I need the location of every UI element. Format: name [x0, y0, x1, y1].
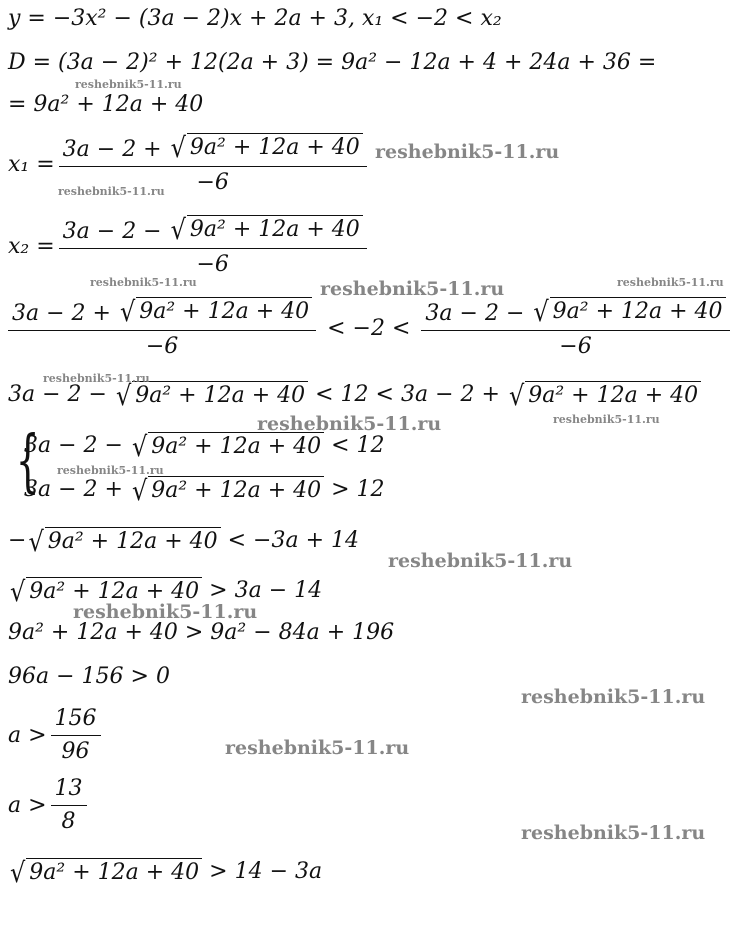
x2-fraction	[59, 215, 367, 278]
result1-fraction	[51, 706, 101, 765]
system-r2-post: > 12	[324, 477, 385, 502]
x1-lhs: x₁ =	[8, 151, 55, 177]
step2-radicand: 9a² + 12a + 40	[26, 577, 202, 605]
result2-denominator: 8	[61, 809, 76, 834]
step-3	[8, 856, 323, 890]
watermark: reshebnik5-11.ru	[90, 276, 197, 289]
multiplied-inequality	[8, 379, 701, 413]
x1-denominator: −6	[196, 170, 229, 195]
step3-radicand: 9a² + 12a + 40	[26, 858, 202, 886]
double-inequality	[4, 297, 734, 360]
sqrt-symbol: √ 9a² + 12a + 40	[132, 476, 324, 504]
right-radicand: 9a² + 12a + 40	[550, 297, 726, 325]
x2-numerator: 3a − 2 −	[62, 219, 169, 244]
sqrt-symbol: √ 9a² + 12a + 40	[533, 297, 725, 325]
result1-denominator: 96	[61, 739, 90, 764]
sqrt-symbol: √ 9a² + 12a + 40	[171, 133, 363, 161]
result-1	[8, 706, 105, 765]
watermark: reshebnik5-11.ru	[73, 601, 258, 623]
x1-radicand: 9a² + 12a + 40	[187, 133, 363, 161]
x2-denominator: −6	[196, 252, 229, 277]
left-denominator: −6	[145, 334, 179, 359]
ineq2-radicand: 9a² + 12a + 40	[132, 381, 308, 409]
result-2	[8, 776, 91, 835]
watermark: reshebnik5-11.ru	[225, 737, 410, 759]
watermark: reshebnik5-11.ru	[553, 413, 660, 426]
sqrt-symbol: √ 9a² + 12a + 40	[10, 577, 202, 605]
step3-post: > 14 − 3a	[202, 859, 323, 884]
step1-pre: −	[8, 528, 27, 553]
watermark: reshebnik5-11.ru	[58, 185, 165, 198]
left-radicand: 9a² + 12a + 40	[136, 297, 312, 325]
discriminant-result: = 9a² + 12a + 40	[8, 92, 204, 117]
ineq2-radicand2: 9a² + 12a + 40	[525, 381, 701, 409]
left-fraction	[8, 297, 316, 360]
watermark: reshebnik5-11.ru	[57, 464, 164, 477]
right-numerator: 3a − 2 −	[425, 301, 532, 326]
result2-fraction	[51, 776, 87, 835]
result1-numerator: 156	[51, 706, 101, 736]
x2-formula	[8, 215, 371, 278]
right-fraction	[421, 297, 729, 360]
watermark: reshebnik5-11.ru	[375, 141, 560, 163]
system-r1-pre: 3a − 2 −	[24, 433, 130, 458]
x1-numerator: 3a − 2 +	[62, 137, 169, 162]
system-r1-radicand: 9a² + 12a + 40	[148, 432, 324, 460]
system-r1-post: < 12	[324, 433, 385, 458]
result2-numerator: 13	[51, 776, 87, 806]
right-denominator: −6	[559, 334, 592, 359]
discriminant-line: D = (3a − 2)² + 12(2a + 3) = 9a² − 12a + 4 + 24a + 36 =	[8, 50, 657, 75]
x2-radicand: 9a² + 12a + 40	[187, 215, 363, 243]
sqrt-symbol: √ 9a² + 12a + 40	[171, 215, 363, 243]
squared-inequality: 9a² + 12a + 40 > 9a² − 84a + 196	[8, 620, 395, 645]
ineq2-mid: < 12 < 3a − 2 +	[308, 382, 507, 407]
system-row-2	[24, 474, 385, 508]
step2-post: > 3a − 14	[202, 578, 323, 603]
system-row-1	[24, 430, 385, 464]
system-r2-radicand: 9a² + 12a + 40	[148, 476, 324, 504]
x2-lhs: x₂ =	[8, 233, 55, 259]
system-brace: {	[15, 422, 40, 501]
result2-lhs: a >	[8, 792, 47, 818]
step1-post: < −3a + 14	[220, 528, 360, 553]
sqrt-symbol: √ 9a² + 12a + 40	[509, 381, 701, 409]
sqrt-symbol: √ 9a² + 12a + 40	[120, 297, 312, 325]
equation-line-1: y = −3x² − (3a − 2)x + 2a + 3, x₁ < −2 < x₂	[8, 6, 502, 31]
sqrt-symbol: √ 9a² + 12a + 40	[116, 381, 308, 409]
watermark: reshebnik5-11.ru	[43, 372, 150, 385]
watermark: reshebnik5-11.ru	[388, 550, 573, 572]
watermark: reshebnik5-11.ru	[257, 413, 442, 435]
linear-inequality: 96a − 156 > 0	[8, 664, 170, 689]
result1-lhs: a >	[8, 722, 47, 748]
watermark: reshebnik5-11.ru	[521, 686, 706, 708]
watermark: reshebnik5-11.ru	[617, 276, 724, 289]
sqrt-symbol: √ 9a² + 12a + 40	[132, 432, 324, 460]
step1-radicand: 9a² + 12a + 40	[45, 527, 221, 555]
sqrt-symbol: √ 9a² + 12a + 40	[28, 527, 220, 555]
inequality-middle: < −2 <	[320, 315, 418, 341]
sqrt-symbol: √ 9a² + 12a + 40	[10, 858, 202, 886]
watermark: reshebnik5-11.ru	[75, 78, 182, 91]
watermark: reshebnik5-11.ru	[320, 278, 505, 300]
ineq2-pre: 3a − 2 −	[8, 382, 114, 407]
watermark: reshebnik5-11.ru	[521, 822, 706, 844]
left-numerator: 3a − 2 +	[12, 301, 118, 326]
system-r2-pre: 3a − 2 +	[24, 477, 130, 502]
step-1	[8, 525, 360, 559]
